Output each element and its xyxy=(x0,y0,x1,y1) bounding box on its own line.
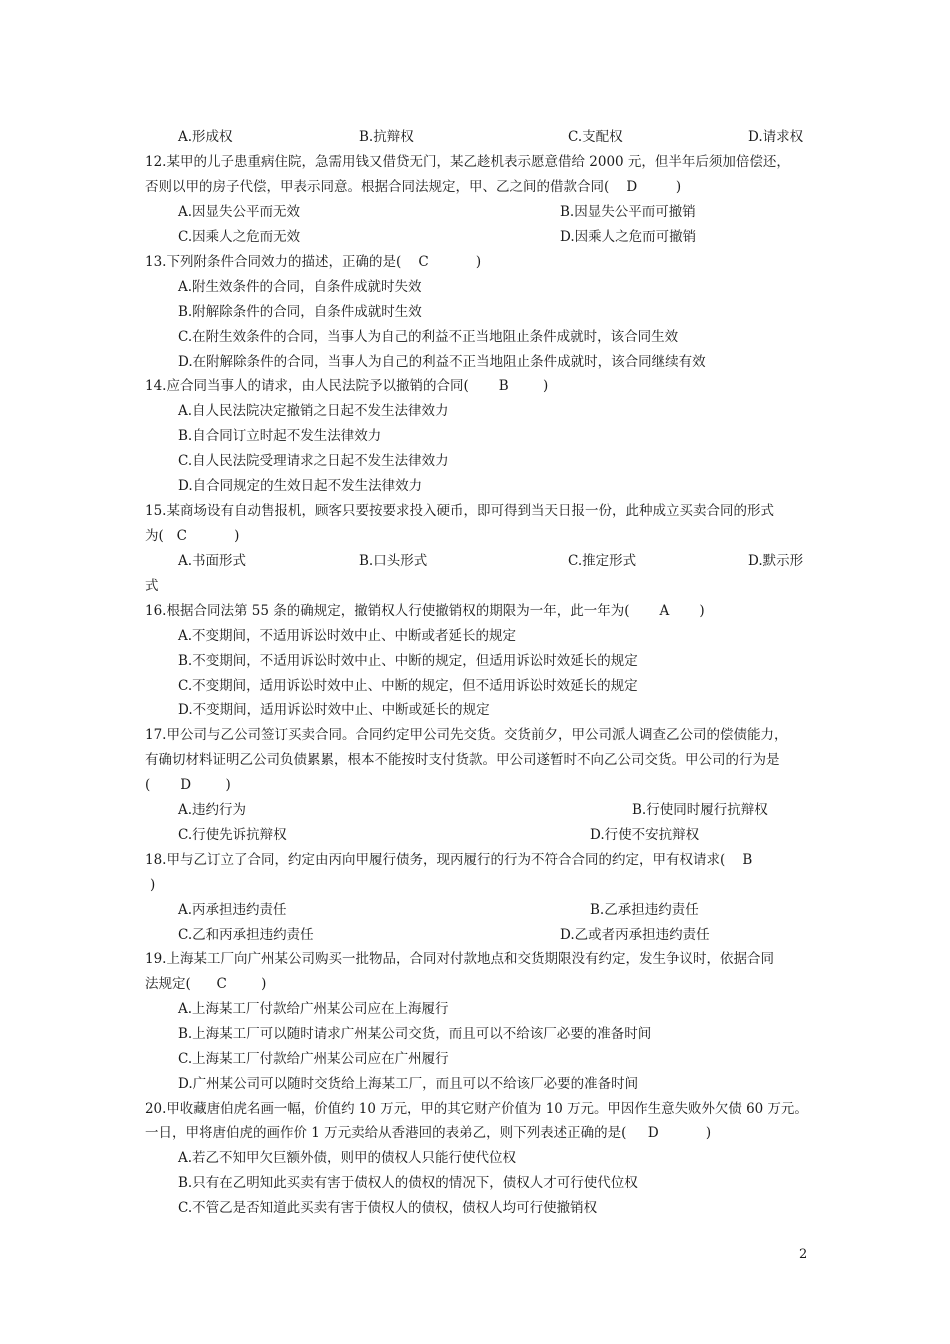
q12-option-a: A.因显失公平而无效 xyxy=(178,204,301,220)
q20-stem-line2: 一日，甲将唐伯虎的画作价 1 万元卖给从香港回的表弟乙，则下列表述正确的是( D ) xyxy=(145,1125,712,1141)
q13-option-b: B.附解除条件的合同，自条件成就时生效 xyxy=(178,304,422,320)
q16-option-d: D.不变期间，适用诉讼时效中止、中断或延长的规定 xyxy=(178,702,490,718)
q16-option-c: C.不变期间，适用诉讼时效中止、中断的规定，但不适用诉讼时效延长的规定 xyxy=(178,678,638,694)
q17-option-b: B.行使同时履行抗辩权 xyxy=(632,802,768,818)
q16-option-a: A.不变期间，不适用诉讼时效中止、中断或者延长的规定 xyxy=(178,628,517,644)
q15-option-d: D.默示形 xyxy=(748,553,804,569)
q13-stem: 13.下列附条件合同效力的描述，正确的是( C ) xyxy=(145,254,482,270)
q17-option-a: A.违约行为 xyxy=(178,802,247,818)
q15-option-a: A.书面形式 xyxy=(178,553,247,569)
q14-option-a: A.自人民法院决定撤销之日起不发生法律效力 xyxy=(178,403,449,419)
q15-stem-line1: 15.某商场设有自动售报机，顾客只要按要求投入硬币，即可得到当天日报一份，此种成立买卖合同的形式 xyxy=(145,503,774,519)
q20-option-c: C.不管乙是否知道此买卖有害于债权人的债权，债权人均可行使撤销权 xyxy=(178,1200,598,1216)
q11-option-c: C.支配权 xyxy=(568,129,623,145)
q12-option-c: C.因乘人之危而无效 xyxy=(178,229,301,245)
q11-option-a: A.形成权 xyxy=(178,129,233,145)
q14-option-c: C.自人民法院受理请求之日起不发生法律效力 xyxy=(178,453,449,469)
q15-option-b: B.口头形式 xyxy=(359,553,428,569)
q14-stem: 14.应合同当事人的请求，由人民法院予以撤销的合同( B ) xyxy=(145,378,549,394)
q12-option-b: B.因显失公平而可撤销 xyxy=(560,204,696,220)
q15-option-d-wrap: 式 xyxy=(145,578,159,594)
q17-option-c: C.行使先诉抗辩权 xyxy=(178,827,287,843)
q16-option-b: B.不变期间，不适用诉讼时效中止、中断的规定，但适用诉讼时效延长的规定 xyxy=(178,653,638,669)
q15-option-c: C.推定形式 xyxy=(568,553,637,569)
q18-option-b: B.乙承担违约责任 xyxy=(590,902,699,918)
q13-option-a: A.附生效条件的合同，自条件成就时失效 xyxy=(178,279,422,295)
q15-stem-line2: 为( C ) xyxy=(145,528,240,544)
q12-stem-line1: 12.某甲的儿子患重病住院，急需用钱又借贷无门，某乙趁机表示愿意借给 2000 元，但半年后须加倍偿还， xyxy=(145,154,790,170)
q14-option-d: D.自合同规定的生效日起不发生法律效力 xyxy=(178,478,423,494)
q13-option-c: C.在附生效条件的合同，当事人为自己的利益不正当地阻止条件成就时，该合同生效 xyxy=(178,329,679,345)
q11-option-b: B.抗辩权 xyxy=(359,129,414,145)
q18-option-a: A.丙承担违约责任 xyxy=(178,902,287,918)
page-number: 2 xyxy=(799,1247,808,1262)
q17-stem-line2: 有确切材料证明乙公司负债累累，根本不能按时支付货款。甲公司遂暂时不向乙公司交货。甲公司的行为是 xyxy=(145,752,780,768)
q12-option-d: D.因乘人之危而可撤销 xyxy=(560,229,697,245)
q18-stem-line2: ) xyxy=(150,877,156,893)
q17-stem-line3: ( D ) xyxy=(145,777,231,793)
q19-stem-line1: 19.上海某工厂向广州某公司购买一批物品，合同对付款地点和交货期限没有约定，发生争议时，依据合同 xyxy=(145,951,774,967)
q19-stem-line2: 法规定( C ) xyxy=(145,976,267,992)
q19-option-d: D.广州某公司可以随时交货给上海某工厂，而且可以不给该厂必要的准备时间 xyxy=(178,1076,639,1092)
q14-option-b: B.自合同订立时起不发生法律效力 xyxy=(178,428,382,444)
q20-stem-line1: 20.甲收藏唐伯虎名画一幅，价值约 10 万元，甲的其它财产价值为 10 万元。甲因作生意失败外欠债 60 万元。 xyxy=(145,1101,808,1117)
q18-option-d: D.乙或者丙承担违约责任 xyxy=(560,927,710,943)
q17-stem-line1: 17.甲公司与乙公司签订买卖合同。合同约定甲公司先交货。交货前夕，甲公司派人调查乙公司的偿债能力， xyxy=(145,727,788,743)
q11-option-d: D.请求权 xyxy=(748,129,804,145)
q19-option-a: A.上海某工厂付款给广州某公司应在上海履行 xyxy=(178,1001,449,1017)
q20-option-a: A.若乙不知甲欠巨额外债，则甲的债权人只能行使代位权 xyxy=(178,1150,517,1166)
q13-option-d: D.在附解除条件的合同，当事人为自己的利益不正当地阻止条件成就时，该合同继续有效 xyxy=(178,354,706,370)
q18-stem-line1: 18.甲与乙订立了合同，约定由丙向甲履行债务，现丙履行的行为不符合合同的约定，甲有权请求( B xyxy=(145,852,753,868)
q20-option-b: B.只有在乙明知此买卖有害于债权人的债权的情况下，债权人才可行使代位权 xyxy=(178,1175,638,1191)
q19-option-b: B.上海某工厂可以随时请求广州某公司交货，而且可以不给该厂必要的准备时间 xyxy=(178,1026,652,1042)
q16-stem: 16.根据合同法第 55 条的确规定，撤销权人行使撤销权的期限为一年，此一年为( A ) xyxy=(145,603,705,619)
q17-option-d: D.行使不安抗辩权 xyxy=(590,827,700,843)
q18-option-c: C.乙和丙承担违约责任 xyxy=(178,927,314,943)
q19-option-c: C.上海某工厂付款给广州某公司应在广州履行 xyxy=(178,1051,449,1067)
q12-stem-line2: 否则以甲的房子代偿，甲表示同意。根据合同法规定，甲、乙之间的借款合同( D ) xyxy=(145,179,682,195)
